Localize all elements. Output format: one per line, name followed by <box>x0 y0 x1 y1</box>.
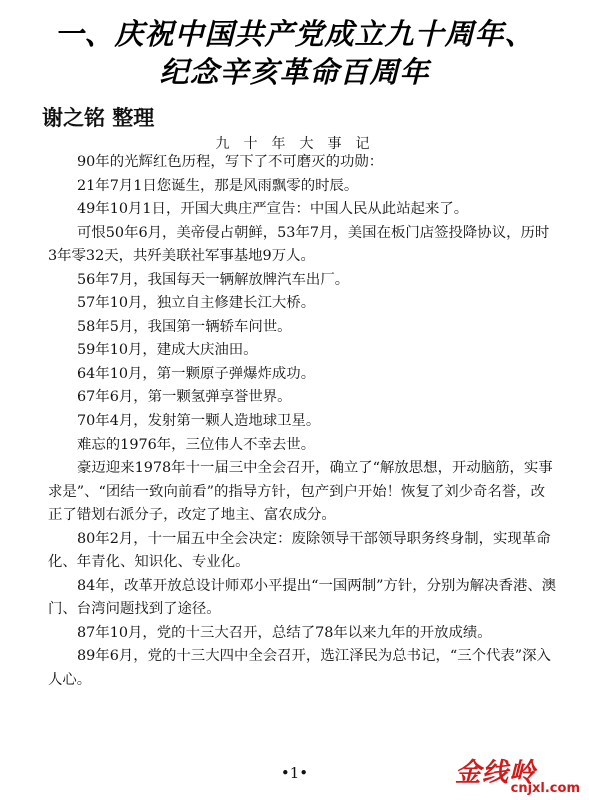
paragraph: 49年10月1日，开国大典庄严宣告：中国人民从此站起来了。 <box>77 201 469 218</box>
paragraph: 58年5月，我国第一辆轿车问世。 <box>77 318 292 335</box>
paragraph: 难忘的1976年，三位伟人不幸去世。 <box>77 436 316 453</box>
paragraph: 89年6月，党的十三大四中全会召开，选江泽民为总书记，“三个代表”深入人心。 <box>48 648 551 689</box>
paragraph: 80年2月，十一届五中全会决定：废除领导干部领导职务终身制，实现革命化、年青化、知识化、专业化。 <box>48 530 551 571</box>
paragraph: 67年6月，第一颗氢弹享誉世界。 <box>77 389 292 406</box>
paragraph: 56年7月，我国每天一辆解放牌汽车出厂。 <box>77 271 350 288</box>
watermark-logo <box>455 752 580 796</box>
paragraph: 90年的光辉红色历程，写下了不可磨灭的功勋： <box>77 154 384 170</box>
watermark-url: cnjxl.com <box>510 781 580 796</box>
paragraph: 可恨50年6月，美帝侵占朝鲜，53年7月，美国在板门店签投降协议，历时3年零32天，共歼美联社军事基地9万人。 <box>48 224 550 265</box>
article-body <box>48 151 558 693</box>
paragraph: 87年10月，党的十三大召开，总结了78年以来九年的开放成绩。 <box>77 624 492 641</box>
paragraph: 豪迈迎来1978年十一届三中全会召开，确立了“解放思想，开动脑筋，实事求是”、“团结一致向前看”的指导方针，包产到户开始！恢复了刘少奇名誉，改正了错划右派分子，改定了地主、富农成分。 <box>48 460 553 524</box>
page-title-line-1: 一、庆祝中国共产党成立九十周年、 <box>54 17 535 51</box>
paragraph: 59年10月，建成大庆油田。 <box>77 342 258 359</box>
paragraph: 57年10月，独立自主修建长江大桥。 <box>77 295 316 312</box>
paragraph: 64年10月，第一颗原子弹爆炸成功。 <box>77 365 316 382</box>
page-number: •1• <box>280 764 309 782</box>
editor-credit: 谢之铭 整理 <box>42 106 155 130</box>
watermark-text: 金线岭 <box>455 758 537 788</box>
paragraph: 21年7月1日您诞生，那是风雨飘零的时辰。 <box>77 177 359 194</box>
page-title-line-2: 纪念辛亥革命百周年 <box>159 55 430 89</box>
section-subtitle: 九十年大事记 <box>215 136 384 152</box>
paragraph: 84年，改革开放总设计师邓小平提出“一国两制”方针，分别为解决香港、澳门、台湾问题找到了途径。 <box>48 577 557 618</box>
paragraph: 70年4月，发射第一颗人造地球卫星。 <box>77 413 321 430</box>
